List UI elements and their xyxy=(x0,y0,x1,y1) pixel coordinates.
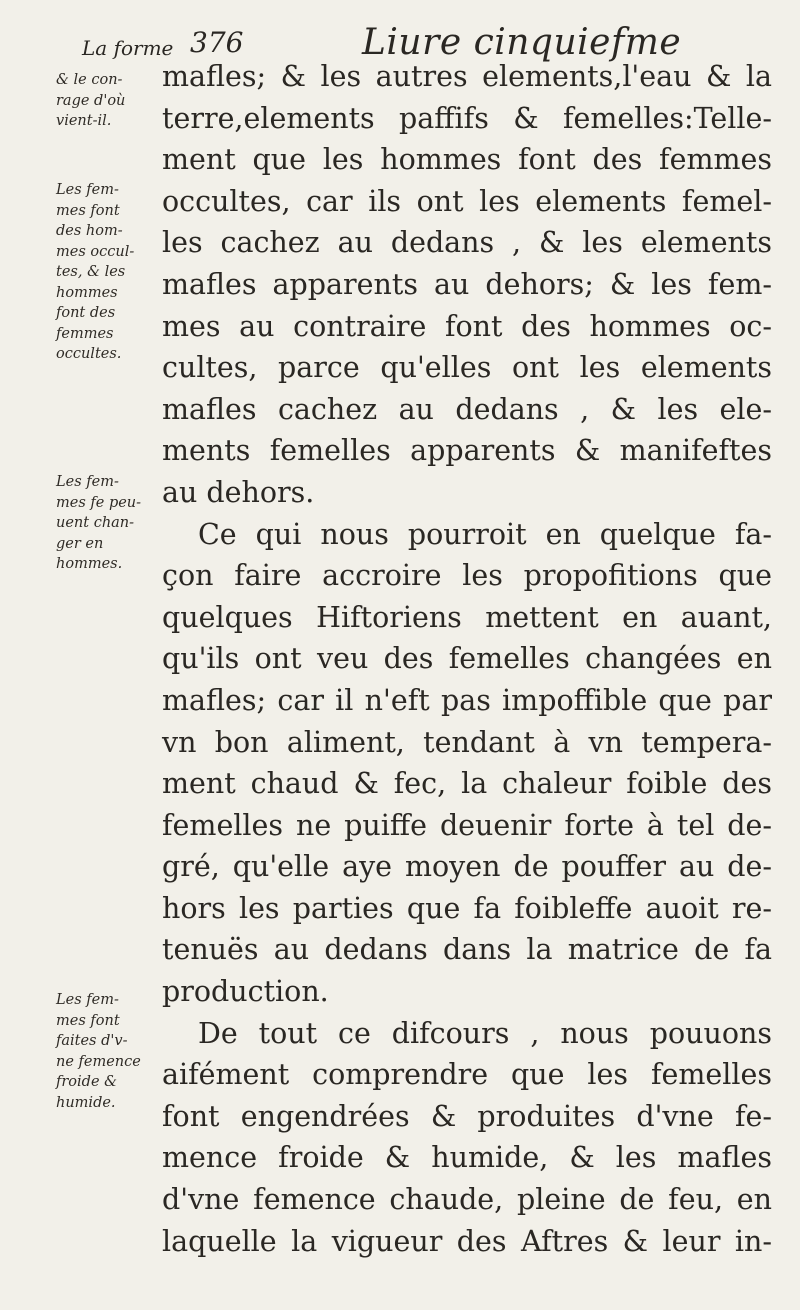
text-line: cultes, parce qu'elles ont les elements xyxy=(162,351,772,385)
text-line: hors les parties que fa foibleffe auoit re- xyxy=(162,891,772,925)
text-line: tenuës au dedans dans la matrice de fa xyxy=(162,933,772,967)
text-line: au dehors. xyxy=(162,475,315,509)
text-line: ment que les hommes font des femmes xyxy=(162,143,772,177)
running-title: Liure cinquiefme xyxy=(362,22,682,63)
text-line: mes au contraire font des hommes oc- xyxy=(162,309,772,343)
page-number: 376 xyxy=(190,26,244,59)
margin-note-line: femmes xyxy=(56,325,114,342)
margin-note-line: tes, & les xyxy=(56,264,126,280)
text-line: mafles; & les autres elements,l'eau & la xyxy=(162,60,772,93)
margin-note-line: mes font xyxy=(56,202,120,219)
text-line: laquelle la vigueur des Aftres & leur in- xyxy=(162,1224,772,1258)
text-line: les cachez au dedans , & les elements xyxy=(162,226,772,260)
margin-note-line: font des xyxy=(56,305,116,321)
text-line: quelques Hiftoriens mettent en auant, xyxy=(162,600,772,634)
margin-note-line: des hom- xyxy=(56,223,123,239)
margin-note-1 xyxy=(56,70,166,132)
text-line: femelles ne puiffe deuenir forte à tel de- xyxy=(162,808,772,842)
margin-note-line: hommes. xyxy=(56,556,123,572)
page-header xyxy=(0,14,800,63)
margin-note-line: froide & xyxy=(56,1074,118,1090)
text-line: terre,elements paffifs & femelles:Telle- xyxy=(162,101,772,135)
text-line: production. xyxy=(162,975,329,1009)
margin-note-line: ger en xyxy=(56,535,104,552)
text-line: vn bon aliment, tendant à vn tempera- xyxy=(162,725,772,759)
margin-note-line: & le con- xyxy=(56,72,123,88)
text-line: Ce qui nous pourroit en quelque fa- xyxy=(198,517,772,551)
margin-note-line: hommes xyxy=(56,284,118,301)
text-line: mence froide & humide, & les mafles xyxy=(162,1141,772,1175)
text-line: gré, qu'elle aye moyen de pouffer au de- xyxy=(162,850,772,884)
text-line: aifément comprendre que les femelles xyxy=(162,1058,772,1092)
text-line: qu'ils ont veu des femelles changées en xyxy=(162,642,772,676)
margin-note-line: occultes. xyxy=(56,346,122,362)
text-line: mafles apparents au dehors; & les fem- xyxy=(162,267,772,301)
body-text xyxy=(162,56,772,1262)
margin-note-line: uent chan- xyxy=(56,515,135,531)
margin-note-4 xyxy=(56,990,166,1113)
margin-note-line: ne femence xyxy=(56,1053,141,1070)
text-line: font engendrées & produites d'vne fe- xyxy=(162,1099,772,1133)
margin-note-3 xyxy=(56,472,166,575)
margin-note-line: rage d'où xyxy=(56,92,126,109)
text-line: mafles; car il n'eft pas impoffible que par xyxy=(162,683,772,717)
text-line: occultes, car ils ont les elements femel- xyxy=(162,184,772,218)
margin-note-line: Les fem- xyxy=(56,182,119,198)
margin-note-line: Les fem- xyxy=(56,992,119,1008)
margin-note-line: mes occul- xyxy=(56,243,135,260)
margin-note-line: Les fem- xyxy=(56,474,119,490)
text-line: ments femelles apparents & manifeftes xyxy=(162,434,772,468)
margin-note-line: vient-il. xyxy=(56,113,112,129)
text-line: De tout ce difcours , nous pouuons xyxy=(198,1016,772,1050)
text-line: çon faire accroire les propofitions que xyxy=(162,559,772,593)
running-margin-note: La forme xyxy=(82,36,174,60)
text-line: ment chaud & fec, la chaleur foible des xyxy=(162,767,772,801)
text-line: d'vne femence chaude, pleine de feu, en xyxy=(162,1183,772,1217)
margin-note-line: mes font xyxy=(56,1012,120,1029)
margin-note-2 xyxy=(56,180,166,365)
margin-note-line: humide. xyxy=(56,1094,116,1111)
margin-note-line: faites d'v- xyxy=(56,1033,128,1049)
text-line: mafles cachez au dedans , & les ele- xyxy=(162,392,772,426)
margin-note-line: mes fe peu- xyxy=(56,494,142,511)
